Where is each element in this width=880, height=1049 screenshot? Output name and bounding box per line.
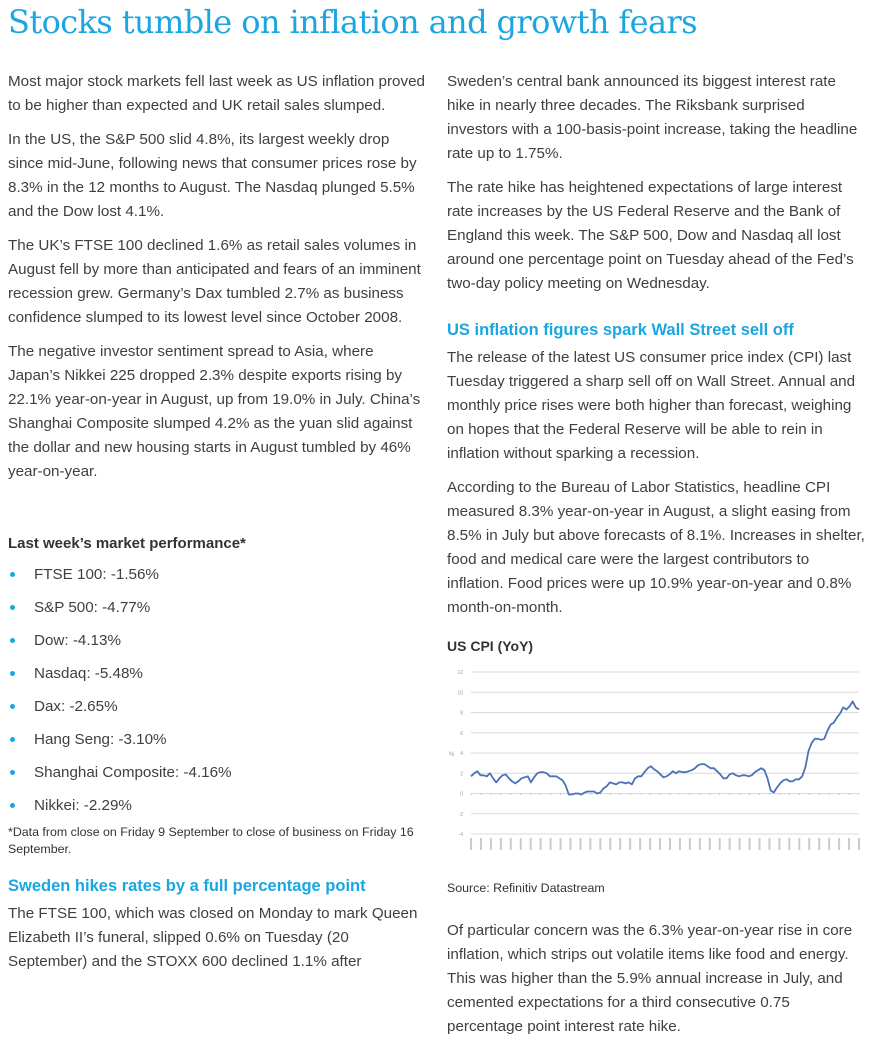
bullet-icon [10, 704, 15, 709]
x-tick-label [739, 838, 741, 850]
y-tick-label: 12 [457, 670, 463, 676]
cpi-chart-svg [447, 656, 867, 874]
performance-heading: Last week’s market performance* [8, 532, 426, 556]
x-tick-label [798, 838, 800, 850]
paragraph-asia: The negative investor sentiment spread to Asia, where Japan’s Nikkei 225 dropped 2.3% despite exports rising by 22.1% year-on-year in August, up from 19.0% in July. China’s Shanghai Composite slumped 4.2% as the yuan slid against the dollar and new housing starts in August tumbled by 46% year-on-year. [8, 340, 426, 484]
chart-source: Source: Refinitiv Datastream [447, 879, 865, 897]
y-tick-label: -4 [459, 832, 464, 838]
y-tick-label: -2 [459, 812, 464, 818]
performance-item-dax: Dax: -2.65% [34, 698, 118, 715]
x-tick-label [560, 838, 562, 850]
x-tick-label [569, 838, 571, 850]
paragraph-us: In the US, the S&P 500 slid 4.8%, its largest weekly drop since mid-June, following news that consumer prices rose by 8.3% in the 12 months to August. The Nasdaq plunged 5.5% and the Dow lost 4.1%. [8, 128, 426, 224]
performance-footnote: *Data from close on Friday 9 September to close of business on Friday 16 September. [8, 824, 426, 858]
y-tick-label: 0 [460, 792, 463, 798]
bullet-icon [10, 770, 15, 775]
us-inflation-heading: US inflation figures spark Wall Street sell off [447, 318, 865, 342]
list-item [8, 657, 426, 690]
performance-item-shanghai: Shanghai Composite: -4.16% [34, 764, 232, 781]
paragraph-sweden-2: Sweden’s central bank announced its biggest interest rate hike in nearly three decades. The Riksbank surprised investors with a 100-basis-point increase, taking the headline rate up to 1.75%. [447, 70, 865, 166]
x-tick-label [550, 838, 552, 850]
y-tick-label: 4 [460, 751, 463, 757]
article-title: Stocks tumble on inflation and growth fears [8, 2, 697, 42]
x-tick-label [510, 838, 512, 850]
paragraph-core-inflation: Of particular concern was the 6.3% year-on-year rise in core inflation, which strips out volatile items like food and energy. This was higher than the 5.9% annual increase in July, and cemented expectations for a third consecutive 0.75 percentage point interest rate hike. [447, 919, 865, 1039]
x-tick-label [679, 838, 681, 850]
y-tick-label: 6 [460, 731, 463, 737]
x-tick-label [838, 838, 840, 850]
y-tick-label: 10 [457, 690, 463, 696]
bullet-icon [10, 605, 15, 610]
performance-item-nikkei: Nikkei: -2.29% [34, 797, 132, 814]
list-item [8, 789, 426, 822]
x-tick-label [709, 838, 711, 850]
paragraph-sweden-3: The rate hike has heightened expectations of large interest rate increases by the US Federal Reserve and the Bank of England this week. The S&P 500, Dow and Nasdaq all lost around one percentage point on Tuesday ahead of the Fed’s two-day policy meeting on Wednesday. [447, 176, 865, 296]
x-tick-label [759, 838, 761, 850]
x-tick-label [808, 838, 810, 850]
x-tick-label [699, 838, 701, 850]
y-axis-label: % [449, 752, 455, 758]
y-tick-label: 8 [460, 711, 463, 717]
list-item [8, 690, 426, 723]
x-tick-label [490, 838, 492, 850]
list-item [8, 558, 426, 591]
x-tick-label [609, 838, 611, 850]
performance-item-ftse: FTSE 100: -1.56% [34, 566, 159, 583]
performance-item-nasdaq: Nasdaq: -5.48% [34, 665, 143, 682]
bullet-icon [10, 572, 15, 577]
y-tick-label: 2 [460, 771, 463, 777]
bullet-icon [10, 803, 15, 808]
x-tick-label [729, 838, 731, 850]
x-tick-label [649, 838, 651, 850]
list-item [8, 591, 426, 624]
x-tick-label [749, 838, 751, 850]
x-tick-label [500, 838, 502, 850]
x-tick-label [619, 838, 621, 850]
x-tick-label [858, 838, 860, 850]
x-tick-label [788, 838, 790, 850]
list-item [8, 756, 426, 789]
list-item [8, 723, 426, 756]
bullet-icon [10, 638, 15, 643]
performance-list [8, 558, 426, 822]
x-tick-label [599, 838, 601, 850]
x-tick-label [828, 838, 830, 850]
x-tick-label [719, 838, 721, 850]
x-tick-label [589, 838, 591, 850]
performance-item-dow: Dow: -4.13% [34, 632, 121, 649]
right-column [447, 70, 865, 1049]
chart-title: US CPI (YoY) [447, 636, 865, 656]
paragraph-us-inflation-1: The release of the latest US consumer price index (CPI) last Tuesday triggered a sharp sell off on Wall Street. Annual and monthly price rises were both higher than forecast, weighing on hopes that the Federal Reserve will be able to rein in inflation without sparking a recession. [447, 346, 865, 466]
bullet-icon [10, 737, 15, 742]
x-tick-label [659, 838, 661, 850]
list-item [8, 624, 426, 657]
x-tick-label [778, 838, 780, 850]
x-tick-label [848, 838, 850, 850]
x-tick-label [470, 838, 472, 850]
x-tick-label [530, 838, 532, 850]
x-tick-label [579, 838, 581, 850]
paragraph-uk: The UK’s FTSE 100 declined 1.6% as retail sales volumes in August fell by more than anticipated and fears of an imminent recession grew. Germany’s Dax tumbled 2.7% as business confidence slumped to its lowest level since October 2008. [8, 234, 426, 330]
paragraph-intro: Most major stock markets fell last week as US inflation proved to be higher than expected and UK retail sales slumped. [8, 70, 426, 118]
x-tick-label [639, 838, 641, 850]
x-tick-label [669, 838, 671, 850]
left-column [8, 70, 426, 984]
paragraph-us-inflation-2: According to the Bureau of Labor Statistics, headline CPI measured 8.3% year-on-year in August, a slight easing from 8.5% in July but above forecasts of 8.1%. Increases in shelter, food and medical care were the largest contributors to inflation. Food prices were up 10.9% year-on-year and 0.8% month-on-month. [447, 476, 865, 620]
performance-item-sp500: S&P 500: -4.77% [34, 599, 150, 616]
series-line-us-cpi [471, 701, 859, 794]
performance-item-hangseng: Hang Seng: -3.10% [34, 731, 167, 748]
sweden-heading: Sweden hikes rates by a full percentage point [8, 874, 426, 898]
x-tick-label [689, 838, 691, 850]
paragraph-sweden-1: The FTSE 100, which was closed on Monday to mark Queen Elizabeth II’s funeral, slipped 0.6% on Tuesday (20 September) and the STOXX 600 declined 1.1% after [8, 902, 426, 974]
x-tick-label [540, 838, 542, 850]
bullet-icon [10, 671, 15, 676]
x-tick-label [818, 838, 820, 850]
x-tick-label [629, 838, 631, 850]
x-tick-label [480, 838, 482, 850]
x-tick-label [768, 838, 770, 850]
cpi-chart [447, 636, 865, 897]
x-tick-label [520, 838, 522, 850]
